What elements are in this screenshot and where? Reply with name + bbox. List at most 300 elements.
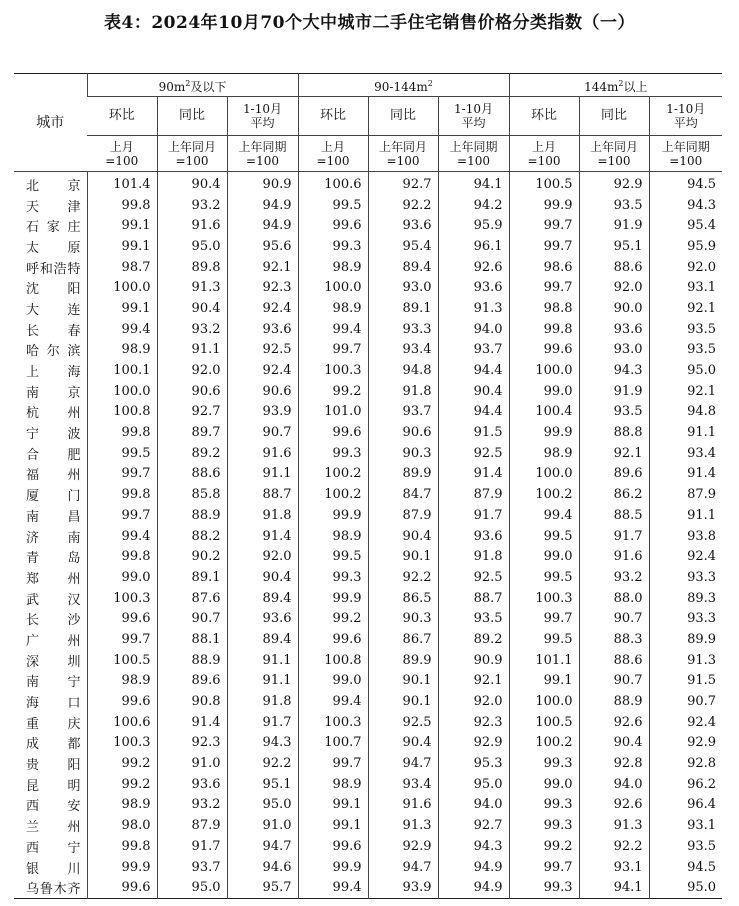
index-value: 98.7 (87, 257, 157, 278)
index-value: 92.0 (438, 691, 509, 712)
index-value: 100.6 (298, 172, 368, 195)
index-value: 88.6 (579, 257, 649, 278)
index-value: 99.6 (298, 836, 368, 857)
index-value: 90.9 (438, 650, 509, 671)
table-row (14, 629, 722, 650)
index-value: 91.3 (368, 815, 438, 836)
index-value: 99.5 (509, 526, 579, 547)
area-group-header: $90-144m^2$ (298, 74, 509, 97)
base-period-header: 上月 =100 (87, 136, 157, 172)
index-value: 94.8 (368, 360, 438, 381)
index-value: 89.8 (157, 257, 227, 278)
index-value: 94.3 (438, 836, 509, 857)
index-value: 87.9 (157, 815, 227, 836)
index-value: 94.1 (438, 172, 509, 195)
index-value: 92.2 (579, 836, 649, 857)
index-value: 91.7 (438, 505, 509, 526)
city-name: 合肥 (26, 447, 81, 463)
index-value: 91.9 (579, 381, 649, 402)
index-value: 89.4 (227, 588, 298, 609)
index-value: 93.6 (438, 277, 509, 298)
index-value: 93.6 (227, 608, 298, 629)
index-value: 98.6 (509, 257, 579, 278)
index-value: 92.1 (579, 443, 649, 464)
index-value: 98.0 (87, 815, 157, 836)
index-value: 91.1 (227, 650, 298, 671)
table-row (14, 795, 722, 816)
table-row (14, 753, 722, 774)
index-value: 91.0 (227, 815, 298, 836)
index-value: 92.8 (579, 753, 649, 774)
index-value: 84.7 (368, 484, 438, 505)
index-value: 94.0 (579, 774, 649, 795)
index-value: 100.0 (509, 691, 579, 712)
index-value: 100.5 (87, 650, 157, 671)
base-period-header: 上年同期 =100 (438, 136, 509, 172)
index-value: 91.6 (579, 546, 649, 567)
index-value: 90.7 (157, 608, 227, 629)
table-row (14, 836, 722, 857)
city-name: 天津 (26, 199, 81, 215)
index-value: 96.1 (438, 236, 509, 257)
index-value: 99.1 (298, 795, 368, 816)
index-value: 99.5 (298, 195, 368, 216)
index-value: 99.0 (87, 567, 157, 588)
index-value: 90.3 (368, 443, 438, 464)
index-value: 93.6 (579, 319, 649, 340)
index-value: 89.9 (368, 464, 438, 485)
index-value: 99.1 (298, 815, 368, 836)
index-value: 90.1 (368, 671, 438, 692)
index-value: 94.9 (438, 877, 509, 898)
index-value: 98.9 (87, 671, 157, 692)
index-value: 93.9 (227, 402, 298, 423)
index-value: 91.1 (649, 422, 722, 443)
table-row (14, 298, 722, 319)
city-name: 武汉 (26, 592, 81, 608)
index-value: 91.7 (157, 836, 227, 857)
index-value: 93.2 (157, 795, 227, 816)
index-value: 89.2 (157, 443, 227, 464)
index-value: 95.0 (649, 877, 722, 898)
price-index-table (14, 73, 722, 899)
index-value: 94.5 (649, 172, 722, 195)
city-name: 厦门 (26, 489, 81, 505)
compare-header: 1-10月 平均 (649, 97, 722, 136)
city-name: 宁波 (26, 427, 81, 443)
index-value: 91.0 (157, 753, 227, 774)
table-row (14, 526, 722, 547)
index-value: 91.3 (579, 815, 649, 836)
index-value: 99.4 (87, 526, 157, 547)
index-value: 88.5 (579, 505, 649, 526)
index-value: 100.6 (87, 712, 157, 733)
table-row (14, 546, 722, 567)
index-value: 94.4 (438, 360, 509, 381)
index-value: 90.6 (157, 381, 227, 402)
index-value: 89.4 (368, 257, 438, 278)
index-value: 86.2 (579, 484, 649, 505)
table-header (14, 74, 722, 172)
area-group-header: $144m^2$以上 (509, 74, 722, 97)
index-value: 95.3 (438, 753, 509, 774)
index-value: 88.8 (579, 422, 649, 443)
table-row (14, 422, 722, 443)
table-row (14, 877, 722, 898)
city-name: 青岛 (26, 551, 81, 567)
index-value: 90.3 (368, 608, 438, 629)
index-value: 89.2 (438, 629, 509, 650)
table-row (14, 774, 722, 795)
index-value: 100.5 (509, 172, 579, 195)
index-value: 91.8 (368, 381, 438, 402)
index-value: 98.9 (298, 298, 368, 319)
index-value: 93.1 (649, 815, 722, 836)
city-name: 哈尔滨 (26, 344, 81, 360)
index-value: 91.4 (157, 712, 227, 733)
index-value: 100.1 (87, 360, 157, 381)
index-value: 87.9 (438, 484, 509, 505)
page-title: 表4：2024年10月70个大中城市二手住宅销售价格分类指数（一） (104, 13, 635, 33)
index-value: 99.3 (298, 567, 368, 588)
index-value: 99.5 (509, 567, 579, 588)
index-value: 99.8 (87, 546, 157, 567)
index-value: 89.1 (157, 567, 227, 588)
index-value: 90.8 (157, 691, 227, 712)
base-period-header: 上年同月 =100 (368, 136, 438, 172)
index-value: 100.0 (509, 464, 579, 485)
index-value: 94.0 (438, 319, 509, 340)
city-name: 南京 (26, 385, 81, 401)
index-value: 91.3 (438, 298, 509, 319)
index-value: 99.8 (87, 195, 157, 216)
index-value: 100.5 (509, 712, 579, 733)
index-value: 100.3 (87, 588, 157, 609)
index-value: 94.7 (227, 836, 298, 857)
city-name: 重庆 (26, 716, 81, 732)
index-value: 101.1 (509, 650, 579, 671)
table-row (14, 172, 722, 195)
compare-header: 同比 (579, 97, 649, 136)
index-value: 100.7 (298, 733, 368, 754)
index-value: 92.2 (368, 195, 438, 216)
index-value: 99.1 (87, 215, 157, 236)
index-value: 93.6 (438, 526, 509, 547)
index-value: 90.4 (438, 381, 509, 402)
index-value: 91.5 (438, 422, 509, 443)
index-value: 94.9 (227, 195, 298, 216)
table-row (14, 215, 722, 236)
index-value: 90.7 (579, 608, 649, 629)
index-value: 92.4 (227, 298, 298, 319)
index-value: 93.2 (579, 567, 649, 588)
index-value: 93.2 (157, 195, 227, 216)
index-value: 93.2 (157, 319, 227, 340)
index-value: 92.1 (649, 381, 722, 402)
city-name: 太原 (26, 240, 81, 256)
index-value: 98.9 (298, 526, 368, 547)
index-value: 93.6 (368, 215, 438, 236)
index-value: 95.0 (157, 877, 227, 898)
index-value: 92.3 (157, 733, 227, 754)
index-value: 93.6 (157, 774, 227, 795)
index-value: 88.9 (157, 650, 227, 671)
table-row (14, 381, 722, 402)
table-row (14, 733, 722, 754)
index-value: 99.2 (509, 836, 579, 857)
city-name: 大连 (26, 302, 81, 318)
index-value: 99.8 (87, 422, 157, 443)
index-value: 99.9 (87, 857, 157, 878)
compare-header: 环比 (87, 97, 157, 136)
index-value: 90.7 (649, 691, 722, 712)
index-value: 99.9 (298, 505, 368, 526)
table-body (14, 172, 722, 899)
city-name: 长春 (26, 323, 81, 339)
area-group-header: $90m^2$及以下 (87, 74, 298, 97)
city-name: 乌鲁木齐 (26, 882, 81, 898)
index-value: 99.0 (509, 546, 579, 567)
index-value: 90.9 (227, 172, 298, 195)
index-value: 91.8 (227, 691, 298, 712)
index-value: 99.7 (509, 608, 579, 629)
table-row (14, 443, 722, 464)
index-value: 99.9 (298, 588, 368, 609)
base-period-header: 上年同月 =100 (157, 136, 227, 172)
index-value: 99.9 (298, 857, 368, 878)
index-value: 100.0 (87, 277, 157, 298)
index-value: 99.3 (509, 877, 579, 898)
index-value: 91.4 (649, 464, 722, 485)
index-value: 99.4 (87, 319, 157, 340)
index-value: 88.7 (227, 484, 298, 505)
city-name: 上海 (26, 365, 81, 381)
index-value: 91.6 (368, 795, 438, 816)
index-value: 99.3 (298, 236, 368, 257)
index-value: 92.9 (438, 733, 509, 754)
index-value: 91.5 (649, 671, 722, 692)
table-row (14, 815, 722, 836)
city-name: 深圳 (26, 654, 81, 670)
index-value: 99.6 (298, 629, 368, 650)
table-row (14, 236, 722, 257)
index-value: 101.4 (87, 172, 157, 195)
index-value: 85.8 (157, 484, 227, 505)
index-value: 92.0 (579, 277, 649, 298)
index-value: 100.2 (509, 484, 579, 505)
table-row (14, 464, 722, 485)
index-value: 92.4 (227, 360, 298, 381)
table-row (14, 857, 722, 878)
index-value: 91.3 (649, 650, 722, 671)
city-name: 西宁 (26, 840, 81, 856)
index-value: 94.3 (579, 360, 649, 381)
index-value: 101.0 (298, 402, 368, 423)
index-value: 90.4 (227, 567, 298, 588)
index-value: 93.6 (227, 319, 298, 340)
index-value: 92.2 (368, 567, 438, 588)
city-name: 石家庄 (26, 220, 81, 236)
table-row (14, 712, 722, 733)
index-value: 99.1 (87, 298, 157, 319)
index-value: 93.7 (368, 402, 438, 423)
city-name: 长沙 (26, 613, 81, 629)
index-value: 88.7 (438, 588, 509, 609)
table-row (14, 195, 722, 216)
index-value: 91.1 (157, 340, 227, 361)
index-value: 100.3 (298, 712, 368, 733)
index-value: 86.5 (368, 588, 438, 609)
index-value: 94.9 (227, 215, 298, 236)
index-value: 100.2 (298, 484, 368, 505)
index-value: 89.3 (649, 588, 722, 609)
index-value: 99.1 (87, 236, 157, 257)
city-name: 银川 (26, 861, 81, 877)
index-value: 90.4 (368, 526, 438, 547)
index-value: 100.8 (298, 650, 368, 671)
index-value: 99.0 (509, 381, 579, 402)
index-value: 89.6 (579, 464, 649, 485)
table-row (14, 567, 722, 588)
city-name: 呼和浩特 (26, 261, 81, 277)
city-name: 兰州 (26, 820, 81, 836)
index-value: 99.5 (87, 443, 157, 464)
index-value: 99.0 (298, 671, 368, 692)
index-value: 100.0 (509, 360, 579, 381)
index-value: 95.1 (227, 774, 298, 795)
index-value: 99.3 (509, 753, 579, 774)
city-name: 南宁 (26, 675, 81, 691)
index-value: 100.3 (509, 588, 579, 609)
index-value: 99.5 (298, 546, 368, 567)
table-row (14, 608, 722, 629)
base-period-header: 上月 =100 (298, 136, 368, 172)
index-value: 99.2 (87, 753, 157, 774)
city-name: 成都 (26, 737, 81, 753)
index-value: 90.6 (227, 381, 298, 402)
index-value: 90.6 (368, 422, 438, 443)
index-value: 92.9 (368, 836, 438, 857)
index-value: 100.4 (509, 402, 579, 423)
index-value: 90.4 (368, 733, 438, 754)
city-name: 福州 (26, 468, 81, 484)
index-value: 98.9 (87, 795, 157, 816)
index-value: 93.1 (649, 277, 722, 298)
city-name: 昆明 (26, 778, 81, 794)
index-value: 99.9 (509, 422, 579, 443)
city-name: 北京 (26, 178, 81, 194)
index-value: 92.5 (227, 340, 298, 361)
index-value: 94.9 (438, 857, 509, 878)
index-value: 99.7 (509, 857, 579, 878)
index-value: 99.7 (509, 215, 579, 236)
table-row (14, 588, 722, 609)
index-value: 94.7 (368, 753, 438, 774)
index-value: 99.6 (298, 215, 368, 236)
city-name: 郑州 (26, 571, 81, 587)
index-value: 94.0 (438, 795, 509, 816)
index-value: 92.3 (227, 277, 298, 298)
index-value: 91.6 (227, 443, 298, 464)
index-value: 93.5 (649, 340, 722, 361)
table-row (14, 277, 722, 298)
index-value: 88.3 (579, 629, 649, 650)
index-value: 93.3 (649, 608, 722, 629)
index-value: 100.2 (509, 733, 579, 754)
index-value: 93.8 (649, 526, 722, 547)
index-value: 90.7 (227, 422, 298, 443)
index-value: 99.7 (87, 629, 157, 650)
index-value: 92.6 (579, 712, 649, 733)
index-value: 91.1 (227, 464, 298, 485)
index-value: 100.2 (298, 464, 368, 485)
index-value: 90.1 (368, 546, 438, 567)
index-value: 100.3 (87, 733, 157, 754)
table-row (14, 319, 722, 340)
index-value: 91.3 (157, 277, 227, 298)
base-period-header: 上年同期 =100 (649, 136, 722, 172)
compare-header: 环比 (509, 97, 579, 136)
city-name: 海口 (26, 696, 81, 712)
index-value: 95.4 (368, 236, 438, 257)
index-value: 95.0 (438, 774, 509, 795)
index-value: 95.1 (579, 236, 649, 257)
index-value: 91.8 (227, 505, 298, 526)
index-value: 92.6 (579, 795, 649, 816)
compare-header: 同比 (157, 97, 227, 136)
index-value: 99.5 (509, 629, 579, 650)
index-value: 95.7 (227, 877, 298, 898)
index-value: 92.6 (438, 257, 509, 278)
index-value: 93.5 (579, 402, 649, 423)
index-value: 87.6 (157, 588, 227, 609)
index-value: 98.9 (87, 340, 157, 361)
index-value: 90.4 (157, 172, 227, 195)
index-value: 96.2 (649, 774, 722, 795)
index-value: 94.8 (649, 402, 722, 423)
table-row (14, 257, 722, 278)
index-value: 95.6 (227, 236, 298, 257)
index-value: 100.0 (87, 381, 157, 402)
index-value: 89.9 (368, 650, 438, 671)
index-value: 94.2 (438, 195, 509, 216)
index-value: 94.3 (649, 195, 722, 216)
index-value: 91.4 (438, 464, 509, 485)
index-value: 99.3 (298, 443, 368, 464)
index-value: 94.1 (579, 877, 649, 898)
index-value: 99.6 (298, 422, 368, 443)
index-value: 93.3 (368, 319, 438, 340)
city-name: 贵阳 (26, 758, 81, 774)
index-value: 98.9 (298, 774, 368, 795)
compare-header: 1-10月 平均 (227, 97, 298, 136)
base-period-header: 上年同月 =100 (579, 136, 649, 172)
index-value: 94.4 (438, 402, 509, 423)
table-row (14, 650, 722, 671)
index-value: 95.4 (649, 215, 722, 236)
city-column-header: 城市 (14, 74, 87, 172)
index-value: 98.9 (509, 443, 579, 464)
index-value: 91.8 (438, 546, 509, 567)
index-value: 99.3 (509, 815, 579, 836)
index-value: 86.7 (368, 629, 438, 650)
index-value: 99.1 (509, 671, 579, 692)
index-value: 94.5 (649, 857, 722, 878)
index-value: 99.7 (509, 277, 579, 298)
index-value: 99.4 (298, 877, 368, 898)
index-value: 99.7 (87, 505, 157, 526)
index-value: 92.0 (649, 257, 722, 278)
